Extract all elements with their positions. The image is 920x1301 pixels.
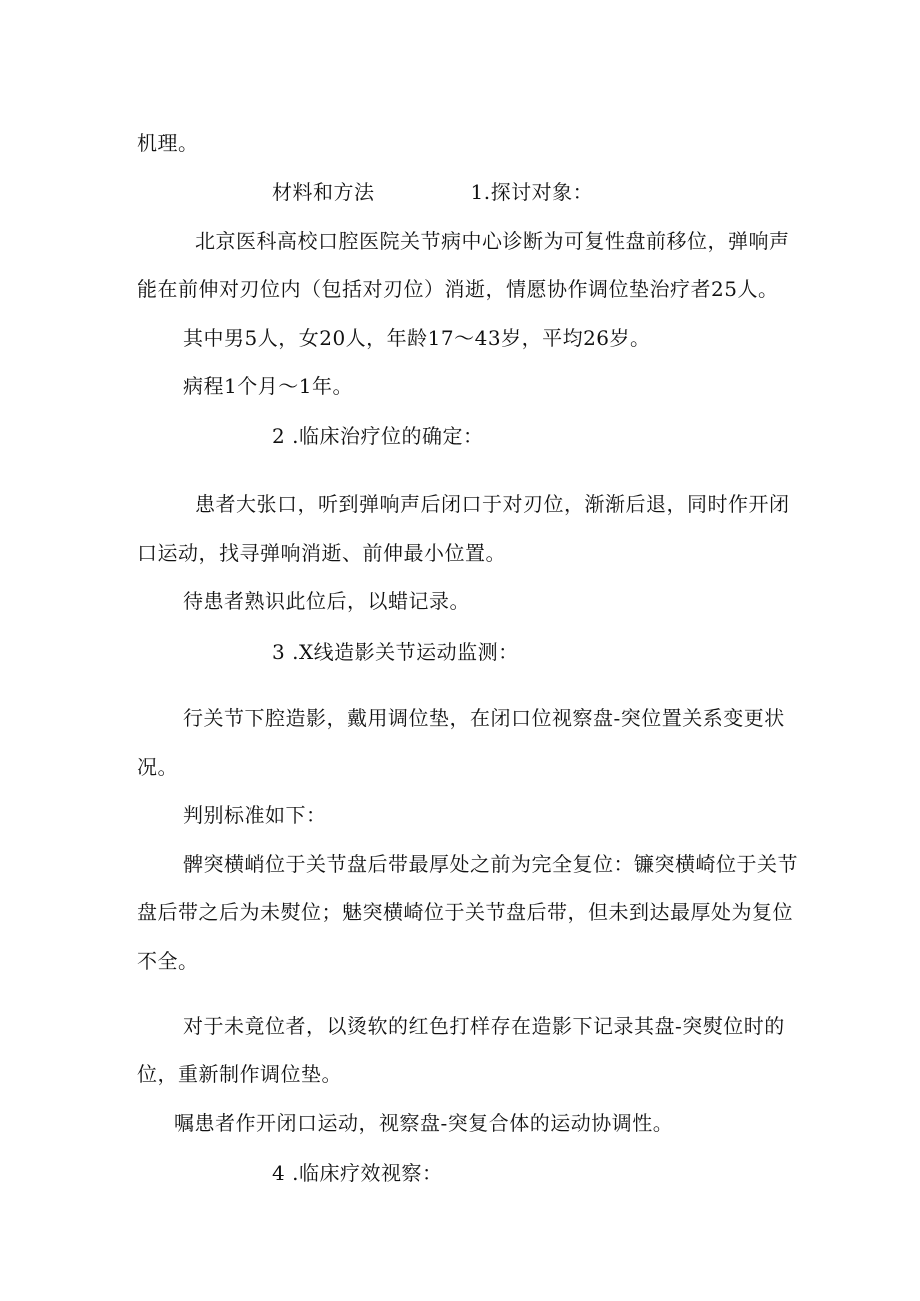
text-line: 病程1个月～1年。 <box>183 374 353 398</box>
subheading-subjects: 1.探讨对象： <box>470 180 594 204</box>
text-line: 行关节下腔造影，戴用调位垫，在闭口位视察盘-突位置关系变更状 <box>183 706 785 730</box>
section-heading: 4 .临床疗效视察： <box>272 1161 443 1185</box>
text-line: 不全。 <box>137 949 199 973</box>
text-line: 患者大张口，听到弹响声后闭口于对刃位，渐渐后退，同时作开闭 <box>195 492 790 516</box>
text-line: 位，重新制作调位垫。 <box>137 1062 342 1086</box>
section-heading: 2 .临床治疗位的确定： <box>272 424 484 448</box>
text-line: 其中男5人，女20人，年龄17～43岁，平均26岁。 <box>183 326 651 350</box>
text-line: 况。 <box>137 755 178 779</box>
text-line: 嘱患者作开闭口运动，视察盘-突复合体的运动协调性。 <box>174 1111 674 1135</box>
text-line: 对于未竟位者，以烫软的红色打样存在造影下记录其盘-突熨位时的 <box>183 1014 785 1038</box>
section-heading <box>272 180 593 204</box>
text-line: 北京医科高校口腔医院关节病中心诊断为可复性盘前移位，弹响声 <box>195 229 790 253</box>
text-line: 待患者熟识此位后，以蜡记录。 <box>183 589 470 613</box>
section-heading: 3 .X线造影关节运动监测： <box>272 640 519 664</box>
text-line: 判别标准如下： <box>183 803 327 827</box>
heading-materials-methods: 材料和方法 <box>272 180 375 204</box>
text-line: 能在前伸对刃位内（包括对刃位）消逝，情愿协作调位垫治疗者25人。 <box>137 277 779 301</box>
text-line: 机理。 <box>137 131 199 155</box>
text-line: 盘后带之后为未熨位；魅突横崎位于关节盘后带，但未到达最厚处为复位 <box>137 900 793 924</box>
text-line: 髀突横峭位于关节盘后带最厚处之前为完全复位：镰突横崎位于关节 <box>183 852 798 876</box>
text-line: 口运动，找寻弹响消逝、前伸最小位置。 <box>137 541 506 565</box>
